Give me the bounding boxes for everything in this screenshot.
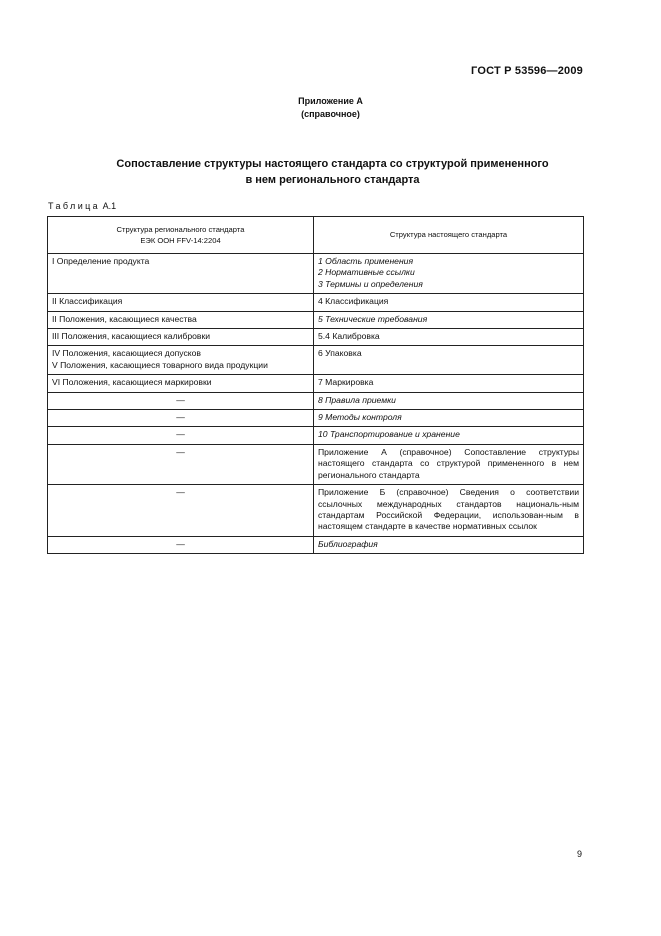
annex-heading <box>0 95 661 121</box>
current-structure-cell <box>314 536 584 553</box>
regional-structure-cell <box>48 294 314 311</box>
current-structure-cell <box>314 392 584 409</box>
regional-structure-cell <box>48 392 314 409</box>
current-section-label: 9 Методы контроля <box>318 412 402 423</box>
current-section-label: 1 Область применения <box>318 256 414 266</box>
regional-structure-cell <box>48 254 314 294</box>
current-section-label: Приложение А (справочное) Сопоставление структуры настоящего стандарта со структурой примененного в нем регионального стандарта <box>318 446 579 480</box>
empty-dash: — <box>176 394 185 405</box>
annex-subtitle: (справочное) <box>301 109 360 119</box>
current-structure-cell <box>314 311 584 328</box>
empty-dash: — <box>176 487 185 498</box>
current-section-label: 4 Классификация <box>318 296 389 307</box>
current-section-label: 3 Термины и определения <box>318 278 423 289</box>
regional-structure-cell <box>48 536 314 553</box>
table-row <box>48 536 584 553</box>
current-section-label: 6 Упаковка <box>318 348 362 359</box>
regional-structure-cell <box>48 427 314 444</box>
regional-section-label: VI Положения, касающиеся маркировки <box>52 377 212 388</box>
current-structure-cell <box>314 485 584 537</box>
regional-structure-cell <box>48 485 314 537</box>
page-title-line-1: Сопоставление структуры настоящего стандарта со структурой примененного <box>116 158 549 170</box>
regional-section-label: IV Положения, касающиеся допусков <box>52 348 201 359</box>
table-row <box>48 444 584 484</box>
empty-dash: — <box>176 446 185 457</box>
regional-structure-cell <box>48 444 314 484</box>
structure-comparison-table <box>47 216 584 554</box>
document-code: ГОСТ Р 53596—2009 <box>471 65 583 77</box>
table-row <box>48 329 584 346</box>
regional-section-label: II Классификация <box>52 296 123 307</box>
regional-structure-cell <box>48 375 314 392</box>
table-header-row <box>48 217 584 254</box>
current-structure-cell <box>314 375 584 392</box>
header-regional-structure <box>48 217 314 254</box>
current-structure-cell <box>314 329 584 346</box>
page-number: 9 <box>576 849 582 859</box>
current-structure-cell <box>314 346 584 375</box>
current-structure-cell <box>314 410 584 427</box>
current-structure-cell <box>314 427 584 444</box>
header-regional-line-2: ЕЭК ООН FFV-14:2204 <box>140 235 221 245</box>
page-title-line-2: в нем регионального стандарта <box>245 174 420 186</box>
header-current-structure: Структура настоящего стандарта <box>314 217 584 254</box>
current-section-label: 5.4 Калибровка <box>318 331 380 342</box>
table-row <box>48 346 584 375</box>
page-title <box>60 156 605 188</box>
current-section-label: 2 Нормативные ссылки <box>318 267 415 278</box>
empty-dash: — <box>176 412 185 423</box>
current-section-label: 10 Транспортирование и хранение <box>318 429 460 440</box>
regional-structure-cell <box>48 329 314 346</box>
regional-structure-cell <box>48 346 314 375</box>
table-row <box>48 311 584 328</box>
regional-section-label: V Положения, касающиеся товарного вида продукции <box>52 359 268 370</box>
table-row <box>48 410 584 427</box>
annex-title: Приложение А <box>298 96 363 106</box>
current-structure-cell <box>314 294 584 311</box>
table-row <box>48 375 584 392</box>
current-section-label: Приложение Б (справочное) Сведения о соответствии ссылочных международных стандартов националь-ным стандартам Российской Федерации, использован-ным в настоящем стандарте в качестве нормативных ссылок <box>318 487 579 532</box>
header-regional-line-1: Структура регионального стандарта <box>116 224 245 234</box>
current-section-label: 5 Технические требования <box>318 313 428 324</box>
table-body <box>48 254 584 554</box>
table-row <box>48 427 584 444</box>
regional-section-label: II Положения, касающиеся качества <box>52 313 197 324</box>
current-section-label: Библиография <box>318 538 378 549</box>
empty-dash: — <box>176 429 185 440</box>
regional-structure-cell <box>48 410 314 427</box>
table-caption-number: А.1 <box>102 201 117 211</box>
table-caption-word: Таблица <box>48 201 101 211</box>
table-caption <box>48 201 116 211</box>
regional-section-label: I Определение продукта <box>52 256 150 266</box>
regional-section-label: III Положения, касающиеся калибровки <box>52 331 211 342</box>
current-section-label: 8 Правила приемки <box>318 394 396 405</box>
current-structure-cell <box>314 444 584 484</box>
current-structure-cell <box>314 254 584 294</box>
table-row <box>48 485 584 537</box>
empty-dash: — <box>176 538 185 549</box>
table-row <box>48 392 584 409</box>
regional-structure-cell <box>48 311 314 328</box>
table-row <box>48 254 584 294</box>
current-section-label: 7 Маркировка <box>318 377 374 388</box>
table-row <box>48 294 584 311</box>
